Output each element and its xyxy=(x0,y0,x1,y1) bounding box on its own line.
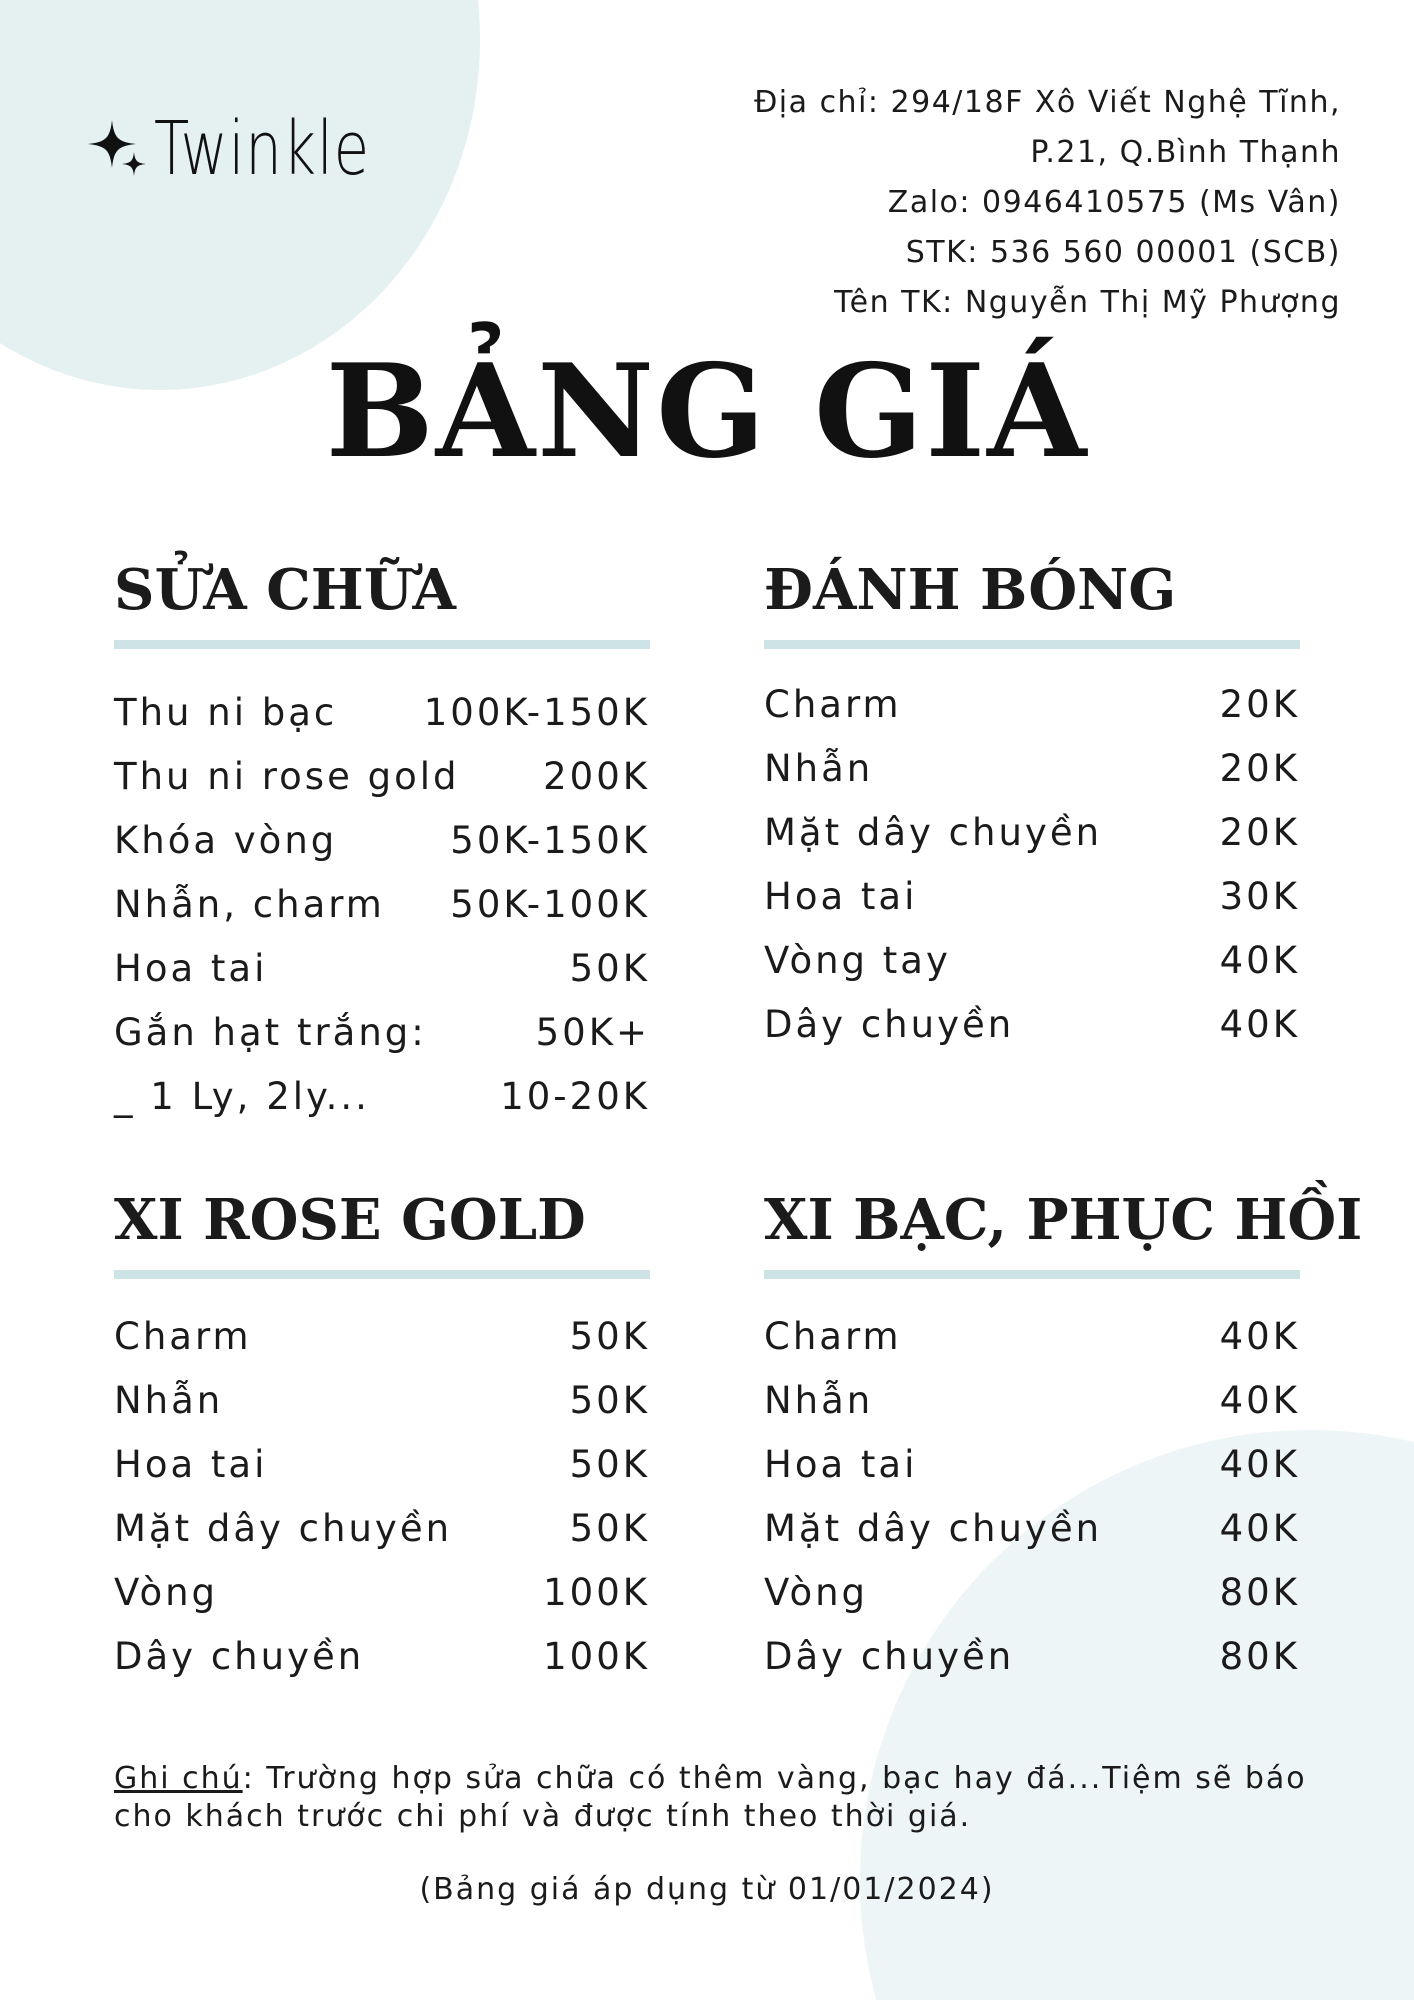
item-name: Dây chuyền xyxy=(114,1635,365,1678)
item-price: 20K xyxy=(1219,683,1300,726)
item-price: 100K xyxy=(543,1571,650,1614)
section-xi-bac-phuc-hoi xyxy=(764,1187,1363,1699)
section-heading: XI BẠC, PHỤC HỒI xyxy=(764,1187,1363,1253)
item-name: Charm xyxy=(764,1315,902,1358)
item-price: 80K xyxy=(1219,1571,1300,1614)
price-row xyxy=(114,1379,650,1443)
price-row xyxy=(764,1635,1300,1699)
item-name: Hoa tai xyxy=(114,1443,268,1486)
price-row xyxy=(764,875,1300,939)
price-row xyxy=(764,1443,1300,1507)
price-row xyxy=(114,1507,650,1571)
item-price: 50K-100K xyxy=(450,883,650,926)
item-price: 50K-150K xyxy=(450,819,650,862)
item-price: 40K xyxy=(1219,1003,1300,1046)
item-price: 100K-150K xyxy=(423,691,650,734)
item-price: 40K xyxy=(1219,1507,1300,1550)
section-heading: ĐÁNH BÓNG xyxy=(764,557,1177,623)
brand-logo xyxy=(82,106,431,192)
price-row xyxy=(764,939,1300,1003)
price-row xyxy=(114,1635,650,1699)
item-price: 50K xyxy=(569,1315,650,1358)
item-price: 20K xyxy=(1219,811,1300,854)
price-row xyxy=(114,947,650,1011)
item-price: 10-20K xyxy=(500,1075,650,1118)
price-row xyxy=(764,1571,1300,1635)
section-divider xyxy=(764,1270,1300,1279)
item-price: 30K xyxy=(1219,875,1300,918)
price-row xyxy=(764,1507,1300,1571)
price-row xyxy=(764,1315,1300,1379)
price-row xyxy=(114,1443,650,1507)
sparkle-icon xyxy=(82,114,152,184)
contact-info xyxy=(754,78,1341,328)
price-row xyxy=(114,1571,650,1635)
price-row xyxy=(114,691,650,755)
section-sua-chua xyxy=(114,557,650,1139)
price-rows xyxy=(114,691,650,1139)
address-line-2: P.21, Q.Bình Thạnh xyxy=(1030,135,1341,170)
price-row xyxy=(764,747,1300,811)
price-rows xyxy=(764,683,1300,1067)
section-divider xyxy=(764,640,1300,649)
item-price: 80K xyxy=(1219,1635,1300,1678)
item-name: Thu ni bạc xyxy=(114,691,338,734)
bank-account-number: STK: 536 560 00001 (SCB) xyxy=(905,235,1341,270)
item-price: 100K xyxy=(543,1635,650,1678)
price-row xyxy=(764,683,1300,747)
item-price: 40K xyxy=(1219,939,1300,982)
item-name: Nhẫn xyxy=(764,1379,874,1422)
item-name: Nhẫn xyxy=(114,1379,224,1422)
price-row xyxy=(764,1003,1300,1067)
price-row xyxy=(764,1379,1300,1443)
item-name: Charm xyxy=(764,683,902,726)
item-price: 50K+ xyxy=(535,1011,650,1054)
item-price: 50K xyxy=(569,1507,650,1550)
price-row xyxy=(114,1011,650,1075)
item-name: Dây chuyền xyxy=(764,1635,1015,1678)
bank-account-name: Tên TK: Nguyễn Thị Mỹ Phượng xyxy=(834,285,1341,320)
item-name: Gắn hạt trắng: xyxy=(114,1011,427,1054)
item-name: Charm xyxy=(114,1315,252,1358)
section-heading: SỬA CHỮA xyxy=(114,557,456,623)
price-row xyxy=(764,811,1300,875)
decor-circle-top-left xyxy=(0,0,480,390)
item-price: 40K xyxy=(1219,1315,1300,1358)
price-row xyxy=(114,755,650,819)
item-name: Hoa tai xyxy=(114,947,268,990)
section-divider xyxy=(114,640,650,649)
note-text: : Trường hợp sửa chữa có thêm vàng, bạc hay đá...Tiệm sẽ báo cho khách trước chi phí và được tính theo thời giá. xyxy=(114,1761,1307,1834)
item-name: Hoa tai xyxy=(764,1443,918,1486)
brand-name: Twinkle xyxy=(154,106,370,192)
item-price: 50K xyxy=(569,1379,650,1422)
price-row xyxy=(114,1075,650,1139)
item-name: Hoa tai xyxy=(764,875,918,918)
zalo-contact: Zalo: 0946410575 (Ms Vân) xyxy=(887,185,1341,220)
item-price: 200K xyxy=(543,755,650,798)
item-name: Mặt dây chuyền xyxy=(114,1507,453,1550)
item-name: Mặt dây chuyền xyxy=(764,811,1103,854)
section-xi-rose-gold xyxy=(114,1187,650,1699)
item-name: Vòng xyxy=(764,1571,869,1614)
note-label: Ghi chú xyxy=(114,1761,243,1796)
item-name: Mặt dây chuyền xyxy=(764,1507,1103,1550)
section-danh-bong xyxy=(764,557,1300,1067)
section-heading: XI ROSE GOLD xyxy=(114,1187,586,1253)
item-name: Nhẫn xyxy=(764,747,874,790)
item-price: 50K xyxy=(569,1443,650,1486)
item-price: 40K xyxy=(1219,1379,1300,1422)
item-name: Thu ni rose gold xyxy=(114,755,460,798)
price-row xyxy=(114,883,650,947)
page-title: BẢNG GIÁ xyxy=(325,337,1089,487)
effective-date: (Bảng giá áp dụng từ 01/01/2024) xyxy=(419,1872,995,1907)
item-name: Khóa vòng xyxy=(114,819,338,862)
item-price: 50K xyxy=(569,947,650,990)
section-divider xyxy=(114,1270,650,1279)
price-rows xyxy=(114,1315,650,1699)
price-row xyxy=(114,819,650,883)
price-rows xyxy=(764,1315,1300,1699)
price-row xyxy=(114,1315,650,1379)
item-price: 20K xyxy=(1219,747,1300,790)
footnote xyxy=(114,1760,1314,1836)
item-name: _ 1 Ly, 2ly... xyxy=(114,1075,370,1118)
item-price: 40K xyxy=(1219,1443,1300,1486)
address-line-1: Địa chỉ: 294/18F Xô Viết Nghệ Tĩnh, xyxy=(754,85,1341,120)
item-name: Vòng xyxy=(114,1571,219,1614)
item-name: Vòng tay xyxy=(764,939,951,982)
item-name: Dây chuyền xyxy=(764,1003,1015,1046)
item-name: Nhẫn, charm xyxy=(114,883,385,926)
